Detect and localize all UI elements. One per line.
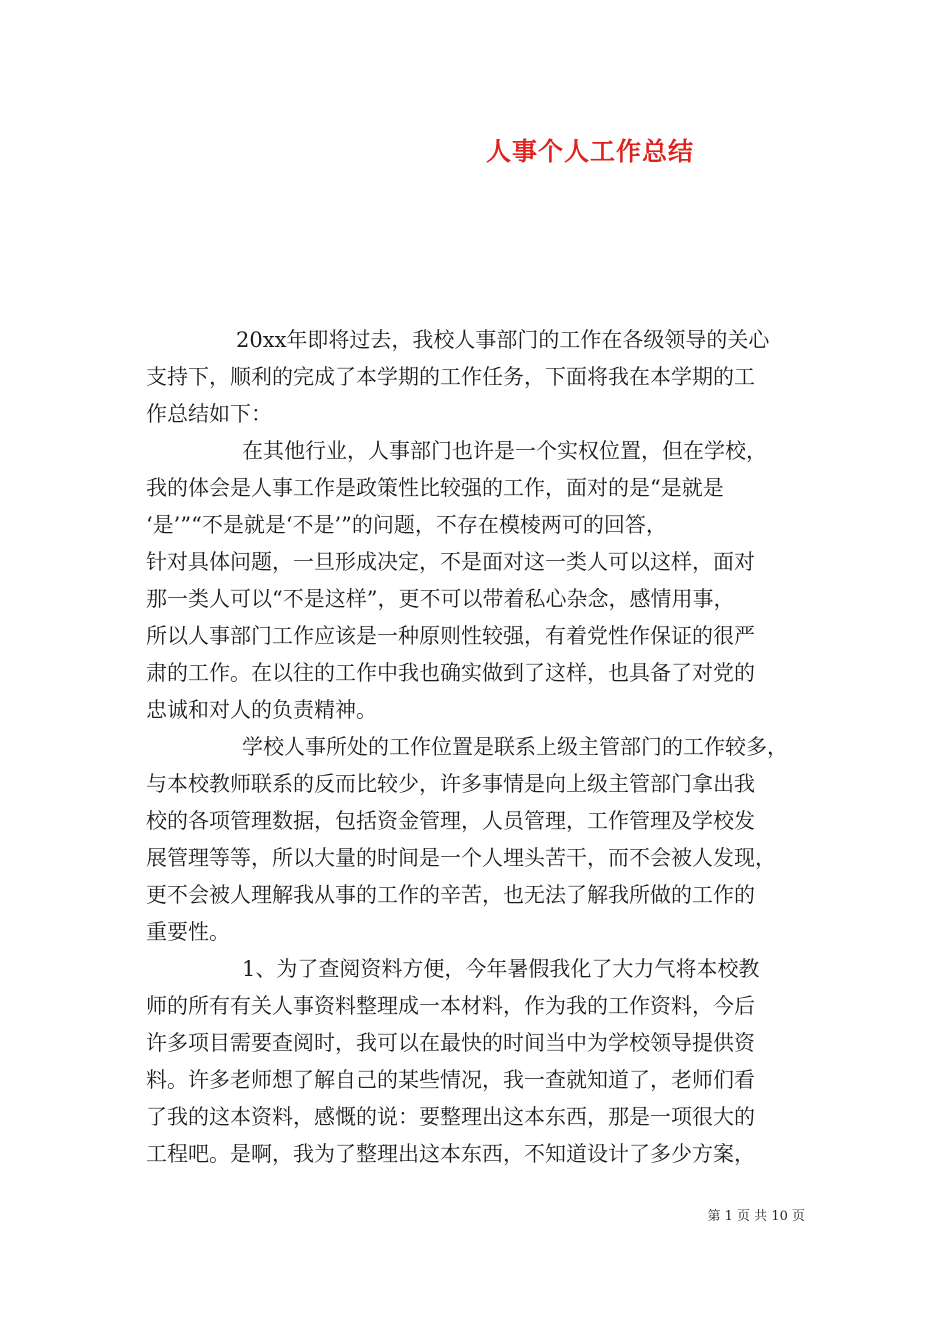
- paragraph-line: 了我的这本资料，感慨的说：要整理出这本东西，那是一项很大的: [146, 1105, 755, 1129]
- paragraph-line: 师的所有有关人事资料整理成一本材料，作为我的工作资料，今后: [146, 994, 755, 1018]
- paragraph-line: 肃的工作。在以往的工作中我也确实做到了这样，也具备了对党的: [146, 661, 755, 685]
- paragraph-2: [146, 433, 810, 729]
- paragraph-line: 展管理等等，所以大量的时间是一个人埋头苦干，而不会被人发现，: [146, 846, 776, 870]
- page-number-footer: 第 1 页 共 10 页: [707, 1209, 805, 1224]
- paragraph-line: 在其他行业，人事部门也许是一个实权位置，但在学校，: [242, 439, 767, 463]
- paragraph-line: 支持下，顺利的完成了本学期的工作任务，下面将我在本学期的工: [146, 365, 755, 389]
- document-body: [146, 322, 810, 1173]
- paragraph-line: 1、为了查阅资料方便，今年暑假我化了大力气将本校教: [242, 957, 760, 981]
- paragraph-line: 作总结如下：: [146, 402, 272, 426]
- paragraph-line: 料。许多老师想了解自己的某些情况，我一查就知道了，老师们看: [146, 1068, 755, 1092]
- paragraph-line: 校的各项管理数据，包括资金管理，人员管理，工作管理及学校发: [146, 809, 755, 833]
- paragraph-line: 针对具体问题，一旦形成决定，不是面对这一类人可以这样，面对: [146, 550, 755, 574]
- paragraph-line: 我的体会是人事工作是政策性比较强的工作，面对的是“是就是: [146, 476, 724, 500]
- paragraph-line: 那一类人可以“不是这样”，更不可以带着私心杂念，感情用事，: [146, 587, 735, 611]
- paragraph-line: 许多项目需要查阅时，我可以在最快的时间当中为学校领导提供资: [146, 1031, 755, 1055]
- paragraph-line: 工程吧。是啊，我为了整理出这本东西，不知道设计了多少方案，: [146, 1142, 755, 1166]
- paragraph-line: 更不会被人理解我从事的工作的辛苦，也无法了解我所做的工作的: [146, 883, 755, 907]
- paragraph-line: 忠诚和对人的负责精神。: [146, 698, 377, 722]
- document-title: 人事个人工作总结: [485, 137, 694, 166]
- paragraph-line: 学校人事所处的工作位置是联系上级主管部门的工作较多，: [242, 735, 788, 759]
- paragraph-1: [146, 322, 810, 433]
- paragraph-4: [146, 951, 810, 1173]
- paragraph-line: 20xx年即将过去，我校人事部门的工作在各级领导的关心: [236, 328, 770, 352]
- paragraph-line: 重要性。: [146, 920, 230, 944]
- paragraph-line: 所以人事部门工作应该是一种原则性较强，有着党性作保证的很严: [146, 624, 755, 648]
- paragraph-line: 与本校教师联系的反而比较少，许多事情是向上级主管部门拿出我: [146, 772, 755, 796]
- paragraph-line: ‘是’”“不是就是‘不是’”的问题，不存在模棱两可的回答，: [146, 513, 667, 537]
- paragraph-3: [146, 729, 810, 951]
